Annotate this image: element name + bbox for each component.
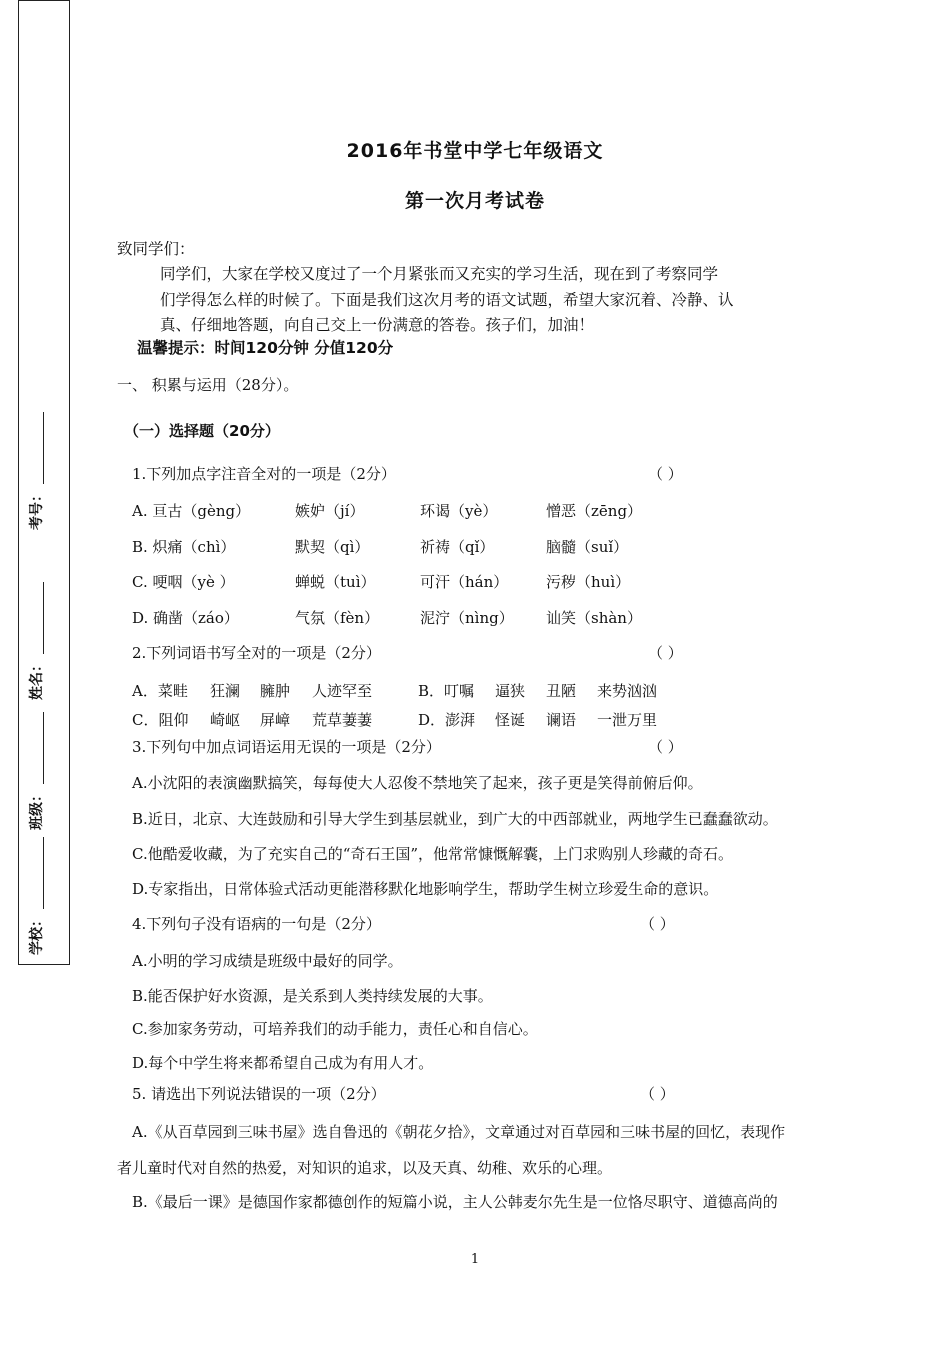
letter-line-1: 同学们，大家在学校又度过了一个月紧张而又充实的学习生活，现在到了考察同学: [160, 265, 719, 283]
q1-a-1: A. 亘古（gèng）: [132, 502, 251, 520]
q1-c-4: 污秽（huì）: [546, 573, 631, 591]
letter-line-3: 真、仔细地答题，向自己交上一份满意的答卷。孩子们，加油！: [160, 316, 595, 334]
q4-option-a: A.小明的学习成绩是班级中最好的同学。: [132, 952, 403, 970]
q1-stem: 1.下列加点字注音全对的一项是（2分）: [132, 465, 396, 483]
q4-option-b: B.能否保护好水资源，是关系到人类持续发展的大事。: [132, 987, 493, 1005]
q2-a-4: 人迹罕至: [312, 682, 373, 700]
q2-a-1: A．菜畦: [132, 682, 188, 700]
q1-a-4: 憎恶（zēng）: [546, 502, 643, 520]
id-blank[interactable]: [31, 412, 44, 484]
q2-d-4: 一泄万里: [597, 711, 658, 729]
q1-b-2: 默契（qì）: [295, 538, 370, 556]
class-field: [26, 712, 46, 830]
q5-option-a-line2: 者儿童时代对自然的热爱，对知识的追求，以及天真、幼稚、欢乐的心理。: [117, 1159, 613, 1177]
exam-subtitle: 第一次月考试卷: [404, 190, 545, 212]
q2-a-2: 狂澜: [210, 682, 241, 700]
q3-option-b: B.近日，北京、大连鼓励和引导大学生到基层就业，到广大的中西部就业，两地学生已蠢蠢欲动。: [132, 810, 778, 828]
q2-c-4: 荒草萋萋: [312, 711, 373, 729]
q2-a-3: 臃肿: [260, 682, 291, 700]
q1-b-3: 祈祷（qǐ）: [420, 538, 495, 556]
q2-b-1: B．叮嘱: [418, 682, 475, 700]
page-number: 1: [470, 1252, 480, 1267]
q1-answer-blank[interactable]: （ ）: [648, 465, 683, 483]
q4-stem: 4.下列句子没有语病的一句是（2分）: [132, 915, 381, 933]
q4-answer-blank[interactable]: （ ）: [640, 915, 675, 933]
q2-d-1: D．澎湃: [418, 711, 476, 729]
id-label: 考号：: [29, 488, 45, 530]
q3-stem: 3.下列句中加点词语运用无误的一项是（2分）: [132, 738, 441, 756]
name-label: 姓名：: [29, 658, 45, 700]
q1-c-2: 蝉蜕（tuì）: [295, 573, 376, 591]
q1-d-4: 讪笑（shàn）: [546, 609, 642, 627]
q2-answer-blank[interactable]: （ ）: [648, 644, 683, 662]
school-label: 学校：: [29, 913, 45, 955]
name-field: [26, 582, 46, 700]
class-label: 班级：: [29, 788, 45, 830]
q5-option-b-line1: B.《最后一课》是德国作家都德创作的短篇小说，主人公韩麦尔先生是一位恪尽职守、道德高尚的: [132, 1193, 778, 1211]
warm-tip: 温馨提示：时间120分钟 分值120分: [137, 339, 394, 357]
q1-d-1: D. 确凿（záo）: [132, 609, 239, 627]
q1-c-1: C. 哽咽（yè ）: [132, 573, 235, 591]
q2-c-1: C．阻仰: [132, 711, 189, 729]
q1-a-3: 环谒（yè）: [420, 502, 498, 520]
exam-title: 2016年书堂中学七年级语文: [346, 140, 604, 162]
q4-option-c: C.参加家务劳动，可培养我们的动手能力，责任心和自信心。: [132, 1020, 538, 1038]
q2-d-2: 怪诞: [495, 711, 526, 729]
q2-c-3: 屏嶂: [260, 711, 291, 729]
q1-a-2: 嫉妒（jí）: [295, 502, 365, 520]
q3-answer-blank[interactable]: （ ）: [648, 738, 683, 756]
q1-c-3: 可汗（hán）: [420, 573, 509, 591]
id-field: [26, 412, 46, 530]
subsection-heading: （一）选择题（20分）: [124, 422, 280, 440]
q3-option-d: D.专家指出，日常体验式活动更能潜移默化地影响学生，帮助学生树立珍爱生命的意识。: [132, 880, 719, 898]
q1-d-2: 气氛（fèn）: [295, 609, 380, 627]
q2-b-2: 逼狭: [495, 682, 526, 700]
q1-d-3: 泥泞（nìng）: [420, 609, 514, 627]
school-field: [26, 837, 46, 955]
q2-c-2: 崎岖: [210, 711, 241, 729]
class-blank[interactable]: [31, 712, 44, 784]
school-blank[interactable]: [31, 837, 44, 909]
q4-option-d: D.每个中学生将来都希望自己成为有用人才。: [132, 1054, 434, 1072]
q1-b-1: B. 炽痛（chì）: [132, 538, 236, 556]
q5-option-a-line1: A.《从百草园到三味书屋》选自鲁迅的《朝花夕拾》，文章通过对百草园和三味书屋的回忆，表现作: [132, 1123, 786, 1141]
q1-b-4: 脑髓（suǐ）: [546, 538, 629, 556]
q5-answer-blank[interactable]: （ ）: [640, 1085, 675, 1103]
q2-b-4: 来势汹汹: [597, 682, 658, 700]
q2-stem: 2.下列词语书写全对的一项是（2分）: [132, 644, 381, 662]
q5-stem: 5. 请选出下列说法错误的一项（2分）: [132, 1085, 386, 1103]
section-heading: 一、 积累与运用（28分）。: [117, 376, 299, 394]
letter-line-2: 们学得怎么样的时候了。下面是我们这次月考的语文试题，希望大家沉着、冷静、认: [160, 291, 734, 309]
q2-d-3: 谰语: [546, 711, 577, 729]
q2-b-3: 丑陋: [546, 682, 577, 700]
q3-option-a: A.小沈阳的表演幽默搞笑，每每使大人忍俊不禁地笑了起来，孩子更是笑得前俯后仰。: [132, 774, 703, 792]
salutation: 致同学们：: [117, 240, 195, 258]
q3-option-c: C.他酷爱收藏，为了充实自己的“奇石王国”，他常常慷慨解囊，上门求购别人珍藏的奇石。: [132, 845, 734, 863]
name-blank[interactable]: [31, 582, 44, 654]
